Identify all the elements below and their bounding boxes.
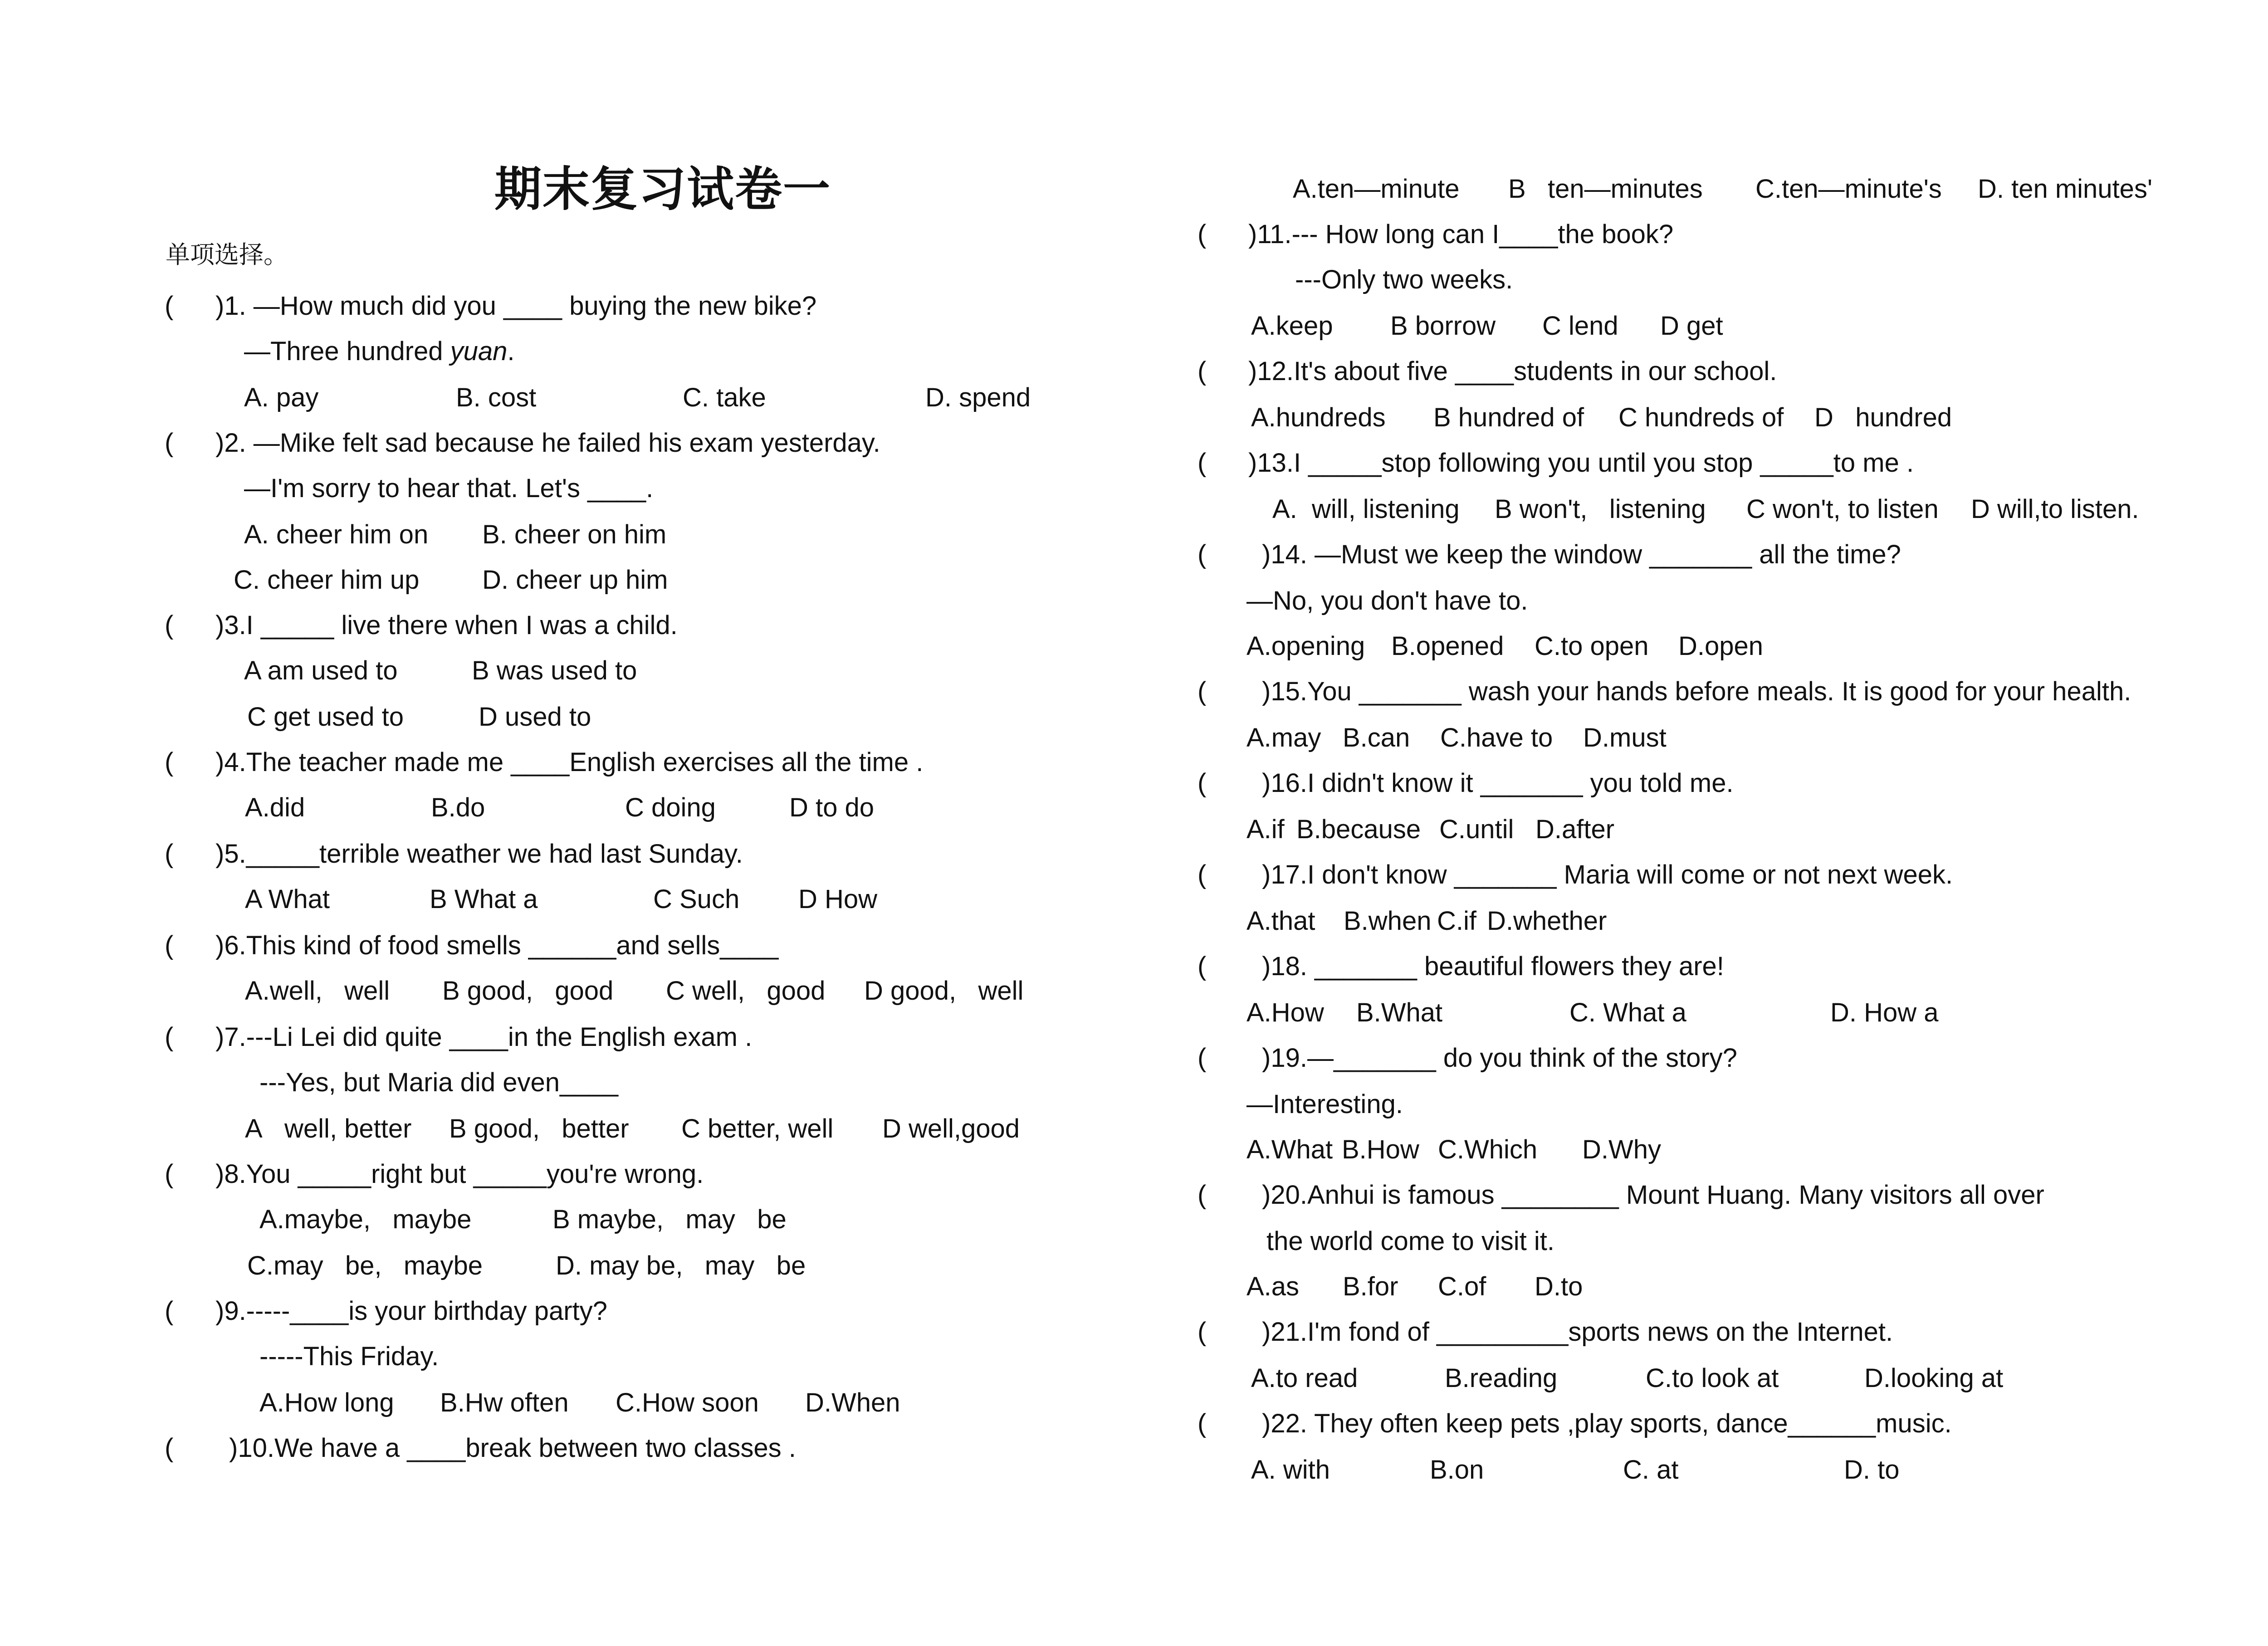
question-12-stem: )12.It's about five ____students in our school.	[1248, 357, 1777, 386]
question-7-stem: )7.---Li Lei did quite ____in the English exam .	[215, 1022, 753, 1052]
question-15-stem: )15.You _______ wash your hands before meals. It is good for your health.	[1262, 677, 2131, 706]
question-14-option-d: D.open	[1678, 631, 1764, 661]
answer-paren: (	[1198, 952, 1207, 981]
question-15-option-a: A.may	[1246, 723, 1321, 752]
question-3-option-b: B was used to	[472, 656, 637, 685]
question-17-option-a: A.that	[1246, 906, 1315, 936]
answer-paren: (	[165, 931, 174, 960]
question-14-option-c: C.to open	[1535, 631, 1649, 661]
question-6-option-d: D good, well	[864, 976, 1024, 1006]
question-20-stem: )20.Anhui is famous ________ Mount Huang. Many visitors all over	[1262, 1180, 2044, 1210]
question-6-option-b: B good, good	[442, 976, 614, 1006]
question-4-option-d: D to do	[789, 793, 874, 822]
question-20-option-a: A.as	[1246, 1272, 1300, 1301]
question-2-option-d: D. cheer up him	[482, 565, 668, 595]
question-5-option-a: A What	[245, 884, 330, 914]
question-18-option-b: B.What	[1356, 998, 1443, 1027]
answer-paren: (	[165, 1296, 174, 1326]
answer-paren: (	[1198, 448, 1207, 478]
question-11-option-c: C lend	[1542, 311, 1618, 341]
question-4-option-b: B.do	[431, 793, 485, 822]
question-8-stem: )8.You _____right but _____you're wrong.	[215, 1159, 704, 1189]
question-15-option-c: C.have to	[1440, 723, 1553, 752]
answer-paren: (	[1198, 540, 1207, 569]
question-17-option-d: D.whether	[1487, 906, 1607, 936]
question-19-option-a: A.What	[1246, 1135, 1333, 1164]
question-15-option-d: D.must	[1583, 723, 1667, 752]
question-9-stem: )9.-----____is your birthday party?	[215, 1296, 607, 1326]
question-12-option-a: A.hundreds	[1251, 403, 1386, 432]
answer-paren: (	[165, 611, 174, 640]
question-20-option-d: D.to	[1535, 1272, 1583, 1301]
question-7-option-c: C better, well	[681, 1114, 834, 1143]
question-21-option-d: D.looking at	[1864, 1363, 2004, 1393]
question-3-option-a: A am used to	[244, 656, 398, 685]
question-5-stem: )5._____terrible weather we had last Sunday.	[215, 839, 743, 869]
question-22-option-d: D. to	[1844, 1455, 1900, 1485]
question-10-option-d: D. ten minutes'	[1978, 174, 2153, 204]
question-1-reply: —Three hundred yuan.	[244, 337, 515, 366]
question-17-stem: )17.I don't know _______ Maria will come or not next week.	[1262, 860, 1953, 889]
question-8-option-a: A.maybe, maybe	[259, 1205, 472, 1234]
question-10-option-c: C.ten—minute's	[1755, 174, 1942, 204]
answer-paren: (	[165, 291, 174, 321]
answer-paren: (	[165, 1433, 174, 1463]
answer-paren: (	[165, 428, 174, 458]
question-10-option-a: A.ten—minute	[1293, 174, 1460, 204]
question-7-option-b: B good, better	[449, 1114, 629, 1143]
question-18-option-d: D. How a	[1830, 998, 1939, 1027]
question-1-stem: )1. —How much did you ____ buying the new bike?	[215, 291, 817, 321]
question-13-option-d: D will,to listen.	[1971, 494, 2139, 524]
question-9-reply: -----This Friday.	[259, 1342, 439, 1371]
question-2-stem: )2. —Mike felt sad because he failed his exam yesterday.	[215, 428, 880, 458]
question-4-stem: )4.The teacher made me ____English exercises all the time .	[215, 747, 924, 777]
question-19-option-c: C.Which	[1438, 1135, 1538, 1164]
question-2-option-b: B. cheer on him	[482, 520, 667, 549]
question-11-option-d: D get	[1660, 311, 1723, 341]
answer-paren: (	[165, 1022, 174, 1052]
answer-paren: (	[1198, 1317, 1207, 1347]
question-9-option-d: D.When	[805, 1388, 900, 1417]
question-7-option-d: D well,good	[882, 1114, 1020, 1143]
question-8-option-d: D. may be, may be	[556, 1251, 806, 1280]
question-3-option-c: C get used to	[247, 702, 404, 732]
question-19-option-d: D.Why	[1582, 1135, 1661, 1164]
question-6-option-c: C well, good	[666, 976, 826, 1006]
question-21-option-c: C.to look at	[1646, 1363, 1779, 1393]
question-14-stem: )14. —Must we keep the window _______ all the time?	[1262, 540, 1901, 569]
question-1-option-d: D. spend	[925, 383, 1031, 412]
question-16-option-d: D.after	[1535, 815, 1615, 844]
question-19-option-b: B.How	[1342, 1135, 1419, 1164]
question-2-option-c: C. cheer him up	[234, 565, 420, 595]
question-11-stem: )11.--- How long can I____the book?	[1248, 220, 1674, 249]
answer-paren: (	[1198, 357, 1207, 386]
question-13-option-b: B won't, listening	[1495, 494, 1706, 524]
question-21-option-b: B.reading	[1445, 1363, 1558, 1393]
question-10-option-b: B ten—minutes	[1508, 174, 1703, 204]
question-5-option-d: D How	[798, 884, 878, 914]
question-5-option-c: C Such	[653, 884, 740, 914]
question-16-option-a: A.if	[1246, 815, 1285, 844]
answer-paren: (	[165, 747, 174, 777]
question-20-stem-continued: the world come to visit it.	[1266, 1226, 1554, 1256]
question-8-option-c: C.may be, maybe	[247, 1251, 483, 1280]
question-19-reply: —Interesting.	[1246, 1089, 1403, 1119]
answer-paren: (	[1198, 677, 1207, 706]
question-7-option-a: A well, better	[245, 1114, 412, 1143]
question-6-option-a: A.well, well	[245, 976, 390, 1006]
question-18-option-c: C. What a	[1569, 998, 1686, 1027]
question-22-option-b: B.on	[1430, 1455, 1484, 1485]
question-14-option-a: A.opening	[1246, 631, 1365, 661]
question-10-stem: )10.We have a ____break between two classes .	[229, 1433, 796, 1463]
question-9-option-b: B.Hw often	[440, 1388, 569, 1417]
question-1-option-c: C. take	[683, 383, 766, 412]
question-18-option-a: A.How	[1246, 998, 1324, 1027]
answer-paren: (	[1198, 220, 1207, 249]
question-4-option-c: C doing	[625, 793, 716, 822]
question-9-option-a: A.How long	[259, 1388, 394, 1417]
question-22-option-c: C. at	[1623, 1455, 1679, 1485]
question-5-option-b: B What a	[430, 884, 538, 914]
question-18-stem: )18. _______ beautiful flowers they are!	[1262, 952, 1724, 981]
question-4-option-a: A.did	[245, 793, 305, 822]
answer-paren: (	[1198, 1409, 1207, 1438]
question-20-option-b: B.for	[1343, 1272, 1398, 1301]
question-16-option-c: C.until	[1439, 815, 1514, 844]
question-11-option-a: A.keep	[1251, 311, 1333, 341]
question-20-option-c: C.of	[1438, 1272, 1486, 1301]
question-3-option-d: D used to	[479, 702, 591, 732]
question-17-option-b: B.when	[1344, 906, 1432, 936]
section-title: 单项选择。	[166, 240, 288, 269]
question-14-reply: —No, you don't have to.	[1246, 586, 1528, 615]
question-6-stem: )6.This kind of food smells ______and sells____	[215, 931, 779, 960]
question-9-option-c: C.How soon	[616, 1388, 759, 1417]
answer-paren: (	[165, 839, 174, 869]
answer-paren: (	[165, 1159, 174, 1189]
answer-paren: (	[1198, 1043, 1207, 1073]
question-11-option-b: B borrow	[1390, 311, 1496, 341]
question-19-stem: )19.—_______ do you think of the story?	[1262, 1043, 1737, 1073]
question-8-option-b: B maybe, may be	[552, 1205, 787, 1234]
question-1-option-b: B. cost	[456, 383, 537, 412]
question-21-option-a: A.to read	[1251, 1363, 1358, 1393]
question-21-stem: )21.I'm fond of _________sports news on the Internet.	[1262, 1317, 1893, 1347]
question-13-stem: )13.I _____stop following you until you stop _____to me .	[1248, 448, 1914, 478]
answer-paren: (	[1198, 768, 1207, 798]
question-17-option-c: C.if	[1437, 906, 1476, 936]
answer-paren: (	[1198, 860, 1207, 889]
question-16-option-b: B.because	[1296, 815, 1421, 844]
question-12-option-c: C hundreds of	[1618, 403, 1784, 432]
question-11-reply: ---Only two weeks.	[1295, 265, 1513, 294]
question-2-option-a: A. cheer him on	[244, 520, 429, 549]
question-12-option-b: B hundred of	[1433, 403, 1584, 432]
question-14-option-b: B.opened	[1391, 631, 1504, 661]
question-15-option-b: B.can	[1343, 723, 1410, 752]
question-7-reply: ---Yes, but Maria did even____	[259, 1068, 618, 1097]
question-12-option-d: D hundred	[1814, 403, 1952, 432]
question-13-option-c: C won't, to listen	[1746, 494, 1939, 524]
question-13-option-a: A. will, listening	[1272, 494, 1460, 524]
question-2-reply: —I'm sorry to hear that. Let's ____.	[244, 474, 654, 503]
question-22-option-a: A. with	[1251, 1455, 1330, 1485]
question-22-stem: )22. They often keep pets ,play sports, dance______music.	[1262, 1409, 1952, 1438]
question-16-stem: )16.I didn't know it _______ you told me.	[1262, 768, 1734, 798]
question-3-stem: )3.I _____ live there when I was a child.	[215, 611, 678, 640]
answer-paren: (	[1198, 1180, 1207, 1210]
question-1-option-a: A. pay	[244, 383, 319, 412]
page-title: 期末复习试卷一	[494, 161, 831, 217]
